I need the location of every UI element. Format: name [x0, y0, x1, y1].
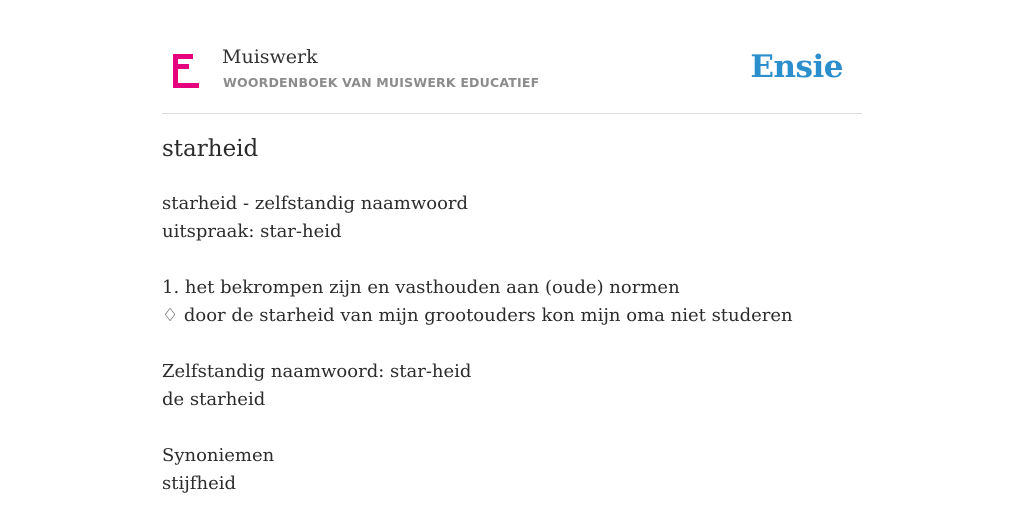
- site-name[interactable]: Muiswerk: [222, 46, 318, 68]
- ensie-brand-link[interactable]: Ensie: [750, 49, 843, 85]
- definition-line: stijfheid: [162, 473, 236, 494]
- logo-bar: [173, 64, 189, 69]
- definition-line: uitspraak: star-heid: [162, 221, 342, 242]
- definition-line: de starheid: [162, 389, 266, 410]
- muiswerk-logo-icon[interactable]: [173, 54, 199, 88]
- logo-bar: [173, 54, 193, 59]
- definition-line: ♢ door de starheid van mijn grootouders kon mijn oma niet studeren: [162, 305, 793, 326]
- site-header: [162, 0, 862, 114]
- logo-bar: [173, 83, 199, 88]
- definition-line: [162, 414, 862, 442]
- entry-definition: [162, 190, 862, 498]
- site-subtitle: WOORDENBOEK VAN MUISWERK EDUCATIEF: [223, 75, 540, 90]
- definition-line: starheid - zelfstandig naamwoord: [162, 193, 469, 214]
- page-container: [162, 0, 862, 494]
- definition-line: Zelfstandig naamwoord: star-heid: [162, 361, 472, 382]
- definition-line: [162, 246, 862, 274]
- entry-title: starheid: [162, 136, 259, 162]
- definition-line: 1. het bekrompen zijn en vasthouden aan (oude) normen: [162, 277, 680, 298]
- definition-line: Synoniemen: [162, 445, 275, 466]
- definition-line: [162, 330, 862, 358]
